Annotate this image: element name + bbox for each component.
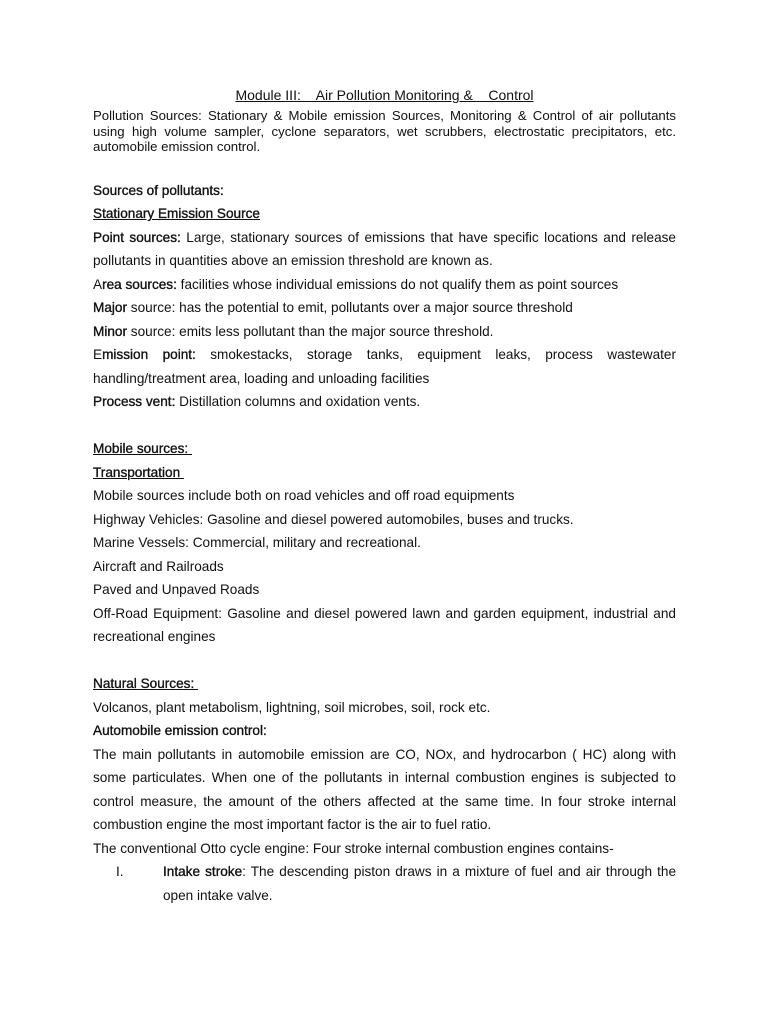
otto-cycle-line: The conventional Otto cycle engine: Four stroke internal combustion engines contains- bbox=[93, 840, 614, 856]
emission-point-prefix: E bbox=[93, 347, 103, 362]
mobile-line: Aircraft and Railroads bbox=[93, 558, 224, 574]
automobile-paragraph: The main pollutants in automobile emission are CO, NOx, and hydrocarbon ( HC) along with some particulates. When one of the pollutants in internal combustion engines is subjected to control measure, the amount of the others affected at the same time. In four stroke internal combustion engine the most important factor is the air to fuel ratio. bbox=[93, 746, 676, 832]
mobile-line: Mobile sources include both on road vehicles and off road equipments bbox=[93, 488, 515, 503]
natural-heading: Natural Sources: bbox=[93, 676, 199, 691]
sources-heading: Sources of pollutants: bbox=[93, 182, 224, 198]
list-item bbox=[93, 860, 676, 907]
process-vent-line bbox=[93, 390, 676, 414]
point-sources-text: Large, stationary sources of emissions that have specific locations and release pollutants in quantities above an emission threshold are known as. bbox=[93, 229, 676, 268]
minor-source-line bbox=[93, 320, 676, 344]
page-title: Module III: Air Pollution Monitoring & Control bbox=[235, 87, 534, 103]
emission-point-text: smokestacks, storage tanks, equipment leaks, process wastewater handling/treatment area, loading and unloading facilities bbox=[93, 347, 676, 386]
stationary-heading: Stationary Emission Source bbox=[93, 206, 260, 221]
area-sources-prefix: A bbox=[93, 276, 103, 292]
major-source-line bbox=[93, 296, 676, 320]
list-label: Intake stroke bbox=[163, 864, 243, 879]
minor-source-text: source: emits less pollutant than the major source threshold. bbox=[127, 323, 494, 339]
natural-text: Volcanos, plant metabolism, lightning, soil microbes, soil, rock etc. bbox=[93, 699, 491, 715]
list-text bbox=[163, 860, 676, 907]
mobile-heading: Mobile sources: bbox=[93, 441, 192, 456]
spacer bbox=[93, 649, 676, 673]
process-vent-label: Process vent: bbox=[93, 394, 176, 409]
area-sources-line bbox=[93, 273, 676, 297]
area-sources-text: facilities whose individual emissions do not qualify them as point sources bbox=[176, 276, 619, 292]
intro-paragraph: Pollution Sources: Stationary & Mobile emission Sources, Monitoring & Control of air pollutants using high volume sampler, cyclone separators, wet scrubbers, electrostatic precipitators, etc. automobile emission control. bbox=[93, 108, 676, 154]
list-body: : The descending piston draws in a mixture of fuel and air through the open intake valve. bbox=[163, 864, 677, 903]
area-sources-label: rea sources: bbox=[102, 276, 177, 292]
process-vent-text: Distillation columns and oxidation vents. bbox=[175, 394, 421, 409]
point-sources-paragraph bbox=[93, 226, 676, 273]
major-source-label: Major bbox=[93, 300, 127, 315]
major-source-text: source: has the potential to emit, pollutants over a major source threshold bbox=[127, 300, 573, 315]
minor-source-label: Minor bbox=[93, 323, 127, 339]
document-page bbox=[93, 86, 676, 907]
mobile-line: Marine Vessels: Commercial, military and recreational. bbox=[93, 535, 421, 550]
emission-point-paragraph bbox=[93, 343, 676, 390]
mobile-line: Paved and Unpaved Roads bbox=[93, 582, 260, 597]
mobile-line: Highway Vehicles: Gasoline and diesel powered automobiles, buses and trucks. bbox=[93, 511, 574, 527]
transportation-heading: Transportation bbox=[93, 464, 184, 480]
mobile-line: Off-Road Equipment: Gasoline and diesel powered lawn and garden equipment, industrial and recreational engines bbox=[93, 605, 676, 644]
point-sources-label: Point sources: bbox=[93, 229, 181, 245]
spacer bbox=[93, 414, 676, 438]
list-number: I. bbox=[116, 864, 124, 879]
emission-point-label: mission point: bbox=[102, 347, 196, 362]
automobile-heading: Automobile emission control: bbox=[93, 723, 267, 738]
